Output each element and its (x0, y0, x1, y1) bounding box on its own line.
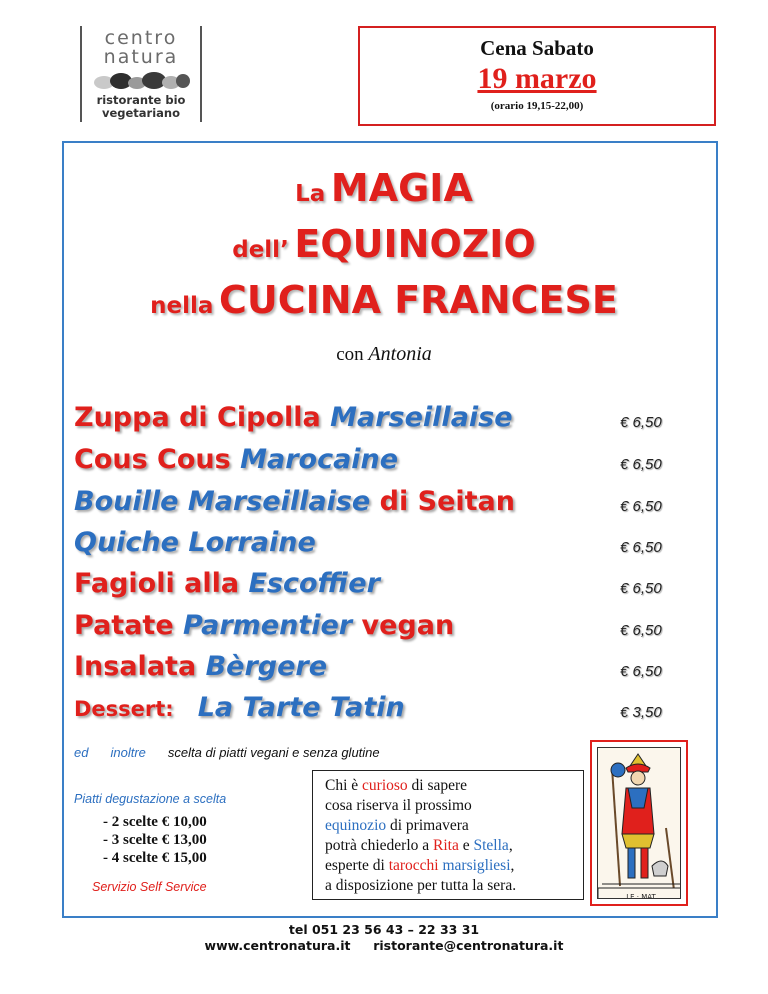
menu-item (74, 568, 380, 600)
menu-item (74, 610, 454, 642)
menu-item-text: Zuppa di Cipolla (74, 402, 331, 433)
menu-item (74, 486, 515, 518)
footer-email[interactable]: ristorante@centronatura.it (373, 938, 564, 953)
tarot-card-frame (590, 740, 688, 906)
tasting-option: - 2 scelte € 10,00 (103, 814, 207, 830)
event-time: (orario 19,15-22,00) (490, 100, 584, 112)
restaurant-logo (80, 26, 202, 122)
menu-item-price: € 6,50 (620, 414, 662, 431)
fool-tarot-icon (598, 748, 681, 899)
title-word-nella: nella (150, 293, 214, 319)
tasting-option: - 4 scelte € 15,00 (103, 850, 207, 866)
menu-item-price: € 6,50 (620, 456, 662, 473)
host-prefix: con (336, 344, 364, 365)
menu-item-text: Bouille Marseillaise (74, 486, 371, 517)
logo-subtitle-2: vegetariano (101, 106, 181, 120)
menu-item-text: Cous Cous (74, 444, 241, 475)
title-word-equinozio: EQUINOZIO (294, 222, 536, 266)
event-day: Cena Sabato (480, 36, 594, 60)
menu-item-price: € 6,50 (620, 663, 662, 680)
menu-item (74, 527, 316, 559)
footer-phone: tel 051 23 56 43 – 22 33 31 (288, 922, 480, 937)
extra-inoltre: inoltre (110, 745, 146, 760)
menu-item-text: Quiche Lorraine (74, 527, 316, 558)
menu-item-price: € 3,50 (620, 704, 662, 721)
host-name: Antonia (368, 343, 432, 365)
menu-item-text: Insalata (74, 651, 206, 682)
host-line (0, 343, 768, 366)
logo-subtitle-1: ristorante bio (96, 93, 186, 107)
tarot-card-image (597, 747, 681, 899)
event-date-box (358, 26, 716, 126)
menu-item-text: Marocaine (240, 444, 399, 475)
menu-item-price: € 6,50 (620, 622, 662, 639)
title-word-dell: dell’ (232, 237, 289, 263)
menu-item-text: Marseillaise (330, 402, 513, 433)
menu-item-price: € 6,50 (620, 498, 662, 515)
menu-item-text: Parmentier (183, 610, 353, 641)
menu-item-text: Bèrgere (205, 651, 328, 682)
info-line: a disposizione per tutta la sera. (325, 877, 517, 894)
menu-item (74, 692, 405, 725)
menu-item-text: Escoffier (248, 568, 380, 599)
title-line-1 (0, 166, 768, 210)
menu-item-text: Fagioli alla (74, 568, 249, 599)
info-line: cosa riserva il prossimo (325, 797, 472, 814)
title-word-la: La (295, 181, 326, 207)
stones-icon (88, 68, 194, 94)
tasting-label: Piatti degustazione a scelta (74, 792, 227, 806)
menu-item-price: € 6,50 (620, 580, 662, 597)
footer-website[interactable]: www.centronatura.it (204, 938, 351, 953)
logo-word-natura: natura (103, 46, 179, 68)
extra-ed: ed (74, 745, 89, 760)
card-caption: LE · MAT (626, 893, 656, 899)
extra-line (74, 745, 380, 760)
footer-contacts (0, 938, 768, 953)
tasting-option: - 3 scelte € 13,00 (103, 832, 207, 848)
menu-item (74, 651, 327, 683)
info-line: esperte di tarocchi marsigliesi, (325, 857, 515, 874)
event-date: 19 marzo (477, 62, 597, 95)
menu-item-text: Dessert: (74, 697, 174, 721)
info-line: Chi è curioso di sapere (325, 777, 468, 794)
title-word-magia: MAGIA (330, 166, 473, 210)
menu-item-text: Patate (74, 610, 184, 641)
menu-item (74, 402, 513, 434)
title-line-2 (0, 222, 768, 266)
title-line-3 (0, 278, 768, 322)
menu-item-text: di Seitan (370, 486, 515, 517)
menu-item-price: € 6,50 (620, 539, 662, 556)
info-line: equinozio di primavera (325, 817, 469, 834)
menu-item-text: vegan (352, 610, 455, 641)
self-service-note: Servizio Self Service (92, 880, 207, 894)
tarot-info-box (312, 770, 584, 900)
info-line: potrà chiederlo a Rita e Stella, (325, 837, 513, 854)
extra-text: scelta di piatti vegani e senza glutine (167, 745, 380, 760)
menu-item (74, 444, 398, 476)
logo-word-centro: centro (104, 27, 178, 49)
title-word-cucina-francese: CUCINA FRANCESE (219, 278, 618, 322)
menu-item-text: La Tarte Tatin (197, 692, 405, 723)
